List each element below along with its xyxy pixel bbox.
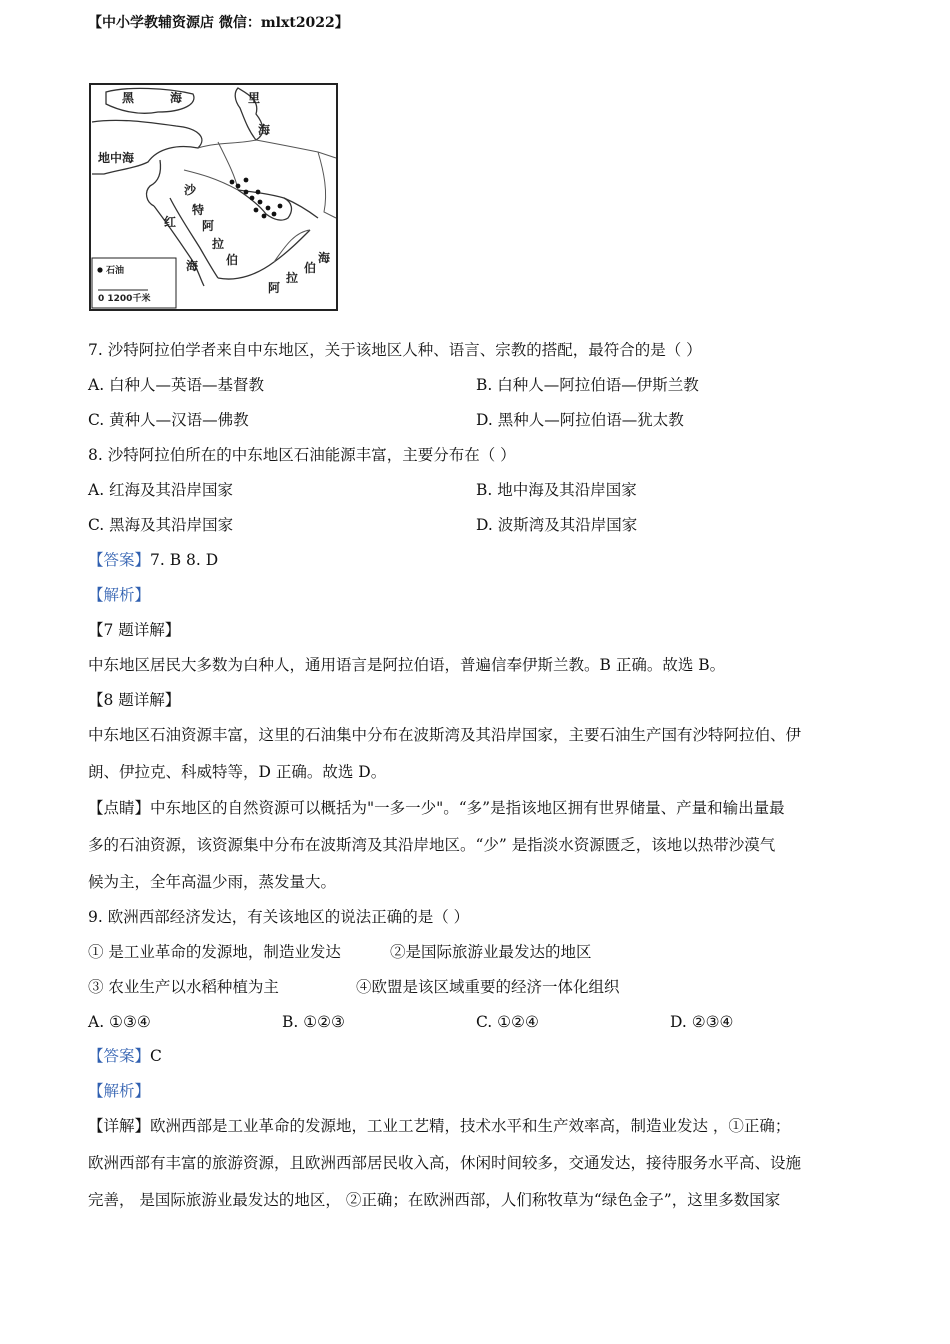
map-label-saudi-1: 沙 <box>184 183 197 197</box>
map-label-saudi-4: 拉 <box>212 237 225 251</box>
q7-option-b: B. 白种人—阿拉伯语—伊斯兰教 <box>476 376 699 394</box>
map-label-saudi-3: 阿 <box>202 219 215 233</box>
analysis-label-2: 【解析】 <box>88 1082 151 1100</box>
analysis-label-1: 【解析】 <box>88 586 151 604</box>
q9-statement-2: ②是国际旅游业最发达的地区 <box>390 943 592 961</box>
watermark: 【中小学教辅资源店 微信：mlxt2022】 <box>88 15 349 31</box>
legend-oil-dot <box>97 267 102 272</box>
map-label-arabian-sea-1: 海 <box>318 251 331 265</box>
q9-option-b: B. ①②③ <box>282 1013 345 1031</box>
q7-stem: 7. 沙特阿拉伯学者来自中东地区，关于该地区人种、语言、宗教的搭配，最符合的是（ ） <box>88 341 702 359</box>
q7-option-c: C. 黄种人—汉语—佛教 <box>88 411 249 429</box>
answer-label: 【答案】 <box>88 551 151 569</box>
answer-value: 7. B 8. D <box>150 551 219 569</box>
map-label-arabian-sea-3: 拉 <box>286 271 299 285</box>
map-label-mediterranean: 地中海 <box>98 151 135 165</box>
map-label-black-sea-1: 黑 <box>122 91 135 105</box>
q8-stem: 8. 沙特阿拉伯所在的中东地区石油能源丰富，主要分布在（ ） <box>88 446 516 464</box>
detail-9-line-3: 完善， 是国际旅游业最发达的地区， ②正确；在欧洲西部，人们称牧草为“绿色金子”，这里多数国家 <box>88 1191 781 1209</box>
tip-line-3: 候为主，全年高温少雨，蒸发量大。 <box>88 873 337 891</box>
map-label-red-sea-1: 红 <box>164 215 177 229</box>
answer-9 <box>88 1045 162 1067</box>
map-label-arabian-sea-4: 阿 <box>268 281 281 295</box>
q8-option-c: C. 黑海及其沿岸国家 <box>88 516 234 534</box>
answer-label: 【答案】 <box>88 1047 151 1065</box>
q9-option-c: C. ①②④ <box>476 1013 539 1031</box>
q8-option-b: B. 地中海及其沿岸国家 <box>476 481 637 499</box>
q8-option-a: A. 红海及其沿岸国家 <box>88 481 234 499</box>
answer-7-8 <box>88 549 218 571</box>
tip-line-2: 多的石油资源，该资源集中分布在波斯湾及其沿岸地区。“少” 是指淡水资源匮乏，该地以热带沙漠气 <box>88 836 776 854</box>
q9-option-a: A. ①③④ <box>88 1013 151 1031</box>
detail-8-line-1: 中东地区石油资源丰富，这里的石油集中分布在波斯湾及其沿岸国家，主要石油生产国有沙特阿拉伯、伊 <box>88 726 802 744</box>
legend-oil-label: 石油 <box>106 266 125 276</box>
q9-stem: 9. 欧洲西部经济发达，有关该地区的说法正确的是（ ） <box>88 908 470 926</box>
middle-east-map <box>88 82 340 314</box>
detail-9-line-1: 【详解】欧洲西部是工业革命的发源地，工业工艺精，技术水平和生产效率高，制造业发达 ，①正确； <box>88 1117 791 1135</box>
map-label-black-sea-2: 海 <box>170 91 183 105</box>
answer-value: C <box>150 1047 162 1065</box>
map-label-saudi-2: 特 <box>192 203 205 217</box>
detail-7-text: 中东地区居民大多数为白种人，通用语言是阿拉伯语，普遍信奉伊斯兰教。B 正确。故选 B。 <box>88 656 726 674</box>
map-label-caspian-2: 海 <box>258 123 271 137</box>
detail-8-heading: 【8 题详解】 <box>88 691 181 709</box>
map-label-caspian-1: 里 <box>248 91 261 105</box>
q7-option-a: A. 白种人—英语—基督教 <box>88 376 265 394</box>
map-label-saudi-5: 伯 <box>226 253 239 267</box>
q9-statement-3: ③ 农业生产以水稻种植为主 <box>88 978 279 996</box>
map-figure <box>88 82 340 314</box>
q9-option-d: D. ②③④ <box>670 1013 734 1031</box>
detail-7-heading: 【7 题详解】 <box>88 621 181 639</box>
q7-option-d: D. 黑种人—阿拉伯语—犹太教 <box>476 411 684 429</box>
detail-8-line-2: 朗、伊拉克、科威特等，D 正确。故选 D。 <box>88 763 387 781</box>
q8-option-d: D. 波斯湾及其沿岸国家 <box>476 516 638 534</box>
tip-line-1: 【点睛】中东地区的自然资源可以概括为"一多一少"。“多”是指该地区拥有世界储量、产量和输出量最 <box>88 799 785 817</box>
map-label-arabian-sea-2: 伯 <box>304 261 317 275</box>
q9-statement-1: ① 是工业革命的发源地，制造业发达 <box>88 943 341 961</box>
scale-label: 0 1200千米 <box>98 294 151 304</box>
detail-9-line-2: 欧洲西部有丰富的旅游资源，且欧洲西部居民收入高，休闲时间较多，交通发达，接待服务水平高、设施 <box>88 1154 802 1172</box>
map-label-red-sea-2: 海 <box>186 259 199 273</box>
q9-statement-4: ④欧盟是该区域重要的经济一体化组织 <box>356 978 620 996</box>
